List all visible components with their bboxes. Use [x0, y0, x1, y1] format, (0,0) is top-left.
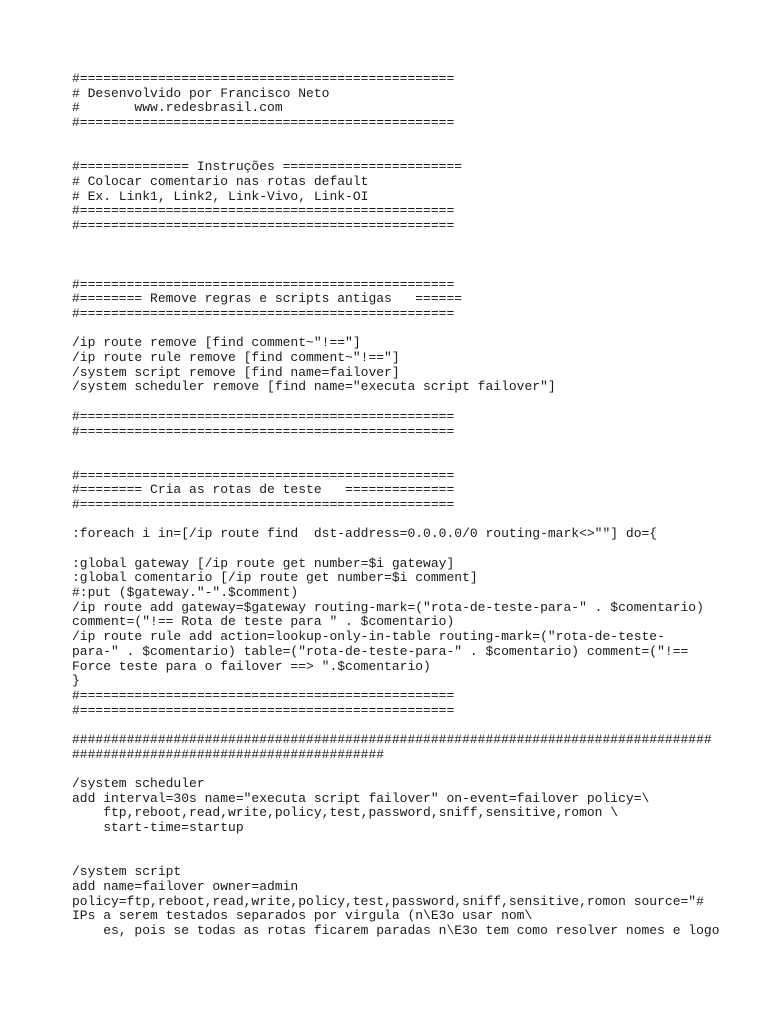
code-line: add name=failover owner=admin [72, 878, 299, 894]
code-line: /ip route remove [find comment~"!=="] [72, 335, 361, 351]
code-line: # www.redesbrasil.com [72, 100, 283, 116]
code-line: #================================================ [72, 423, 455, 439]
code-line [72, 718, 712, 733]
code-line: ######################################## [72, 746, 385, 762]
code-line: start-time=startup [72, 820, 244, 836]
code-line: #================================================ [72, 306, 455, 321]
document-body [72, 71, 720, 939]
code-line: /system scheduler remove [find name="executa script failover"] [72, 379, 556, 395]
code-line [72, 454, 712, 469]
code-line [72, 850, 712, 865]
code-line: /system script remove [find name=failover] [72, 364, 400, 380]
code-line: #================================================ [72, 276, 455, 292]
code-line [72, 322, 712, 337]
code-line: #================================================ [72, 687, 455, 703]
code-line: # Ex. Link1, Link2, Link-Vivo, Link-OI [72, 188, 369, 204]
code-line: /system scheduler [72, 776, 205, 791]
code-line: /system script [72, 864, 182, 880]
code-line: #======== Remove regras e scripts antigas ====== [72, 291, 463, 307]
code-line: #================================================ [72, 217, 455, 233]
code-line: ################################################################################## [72, 731, 712, 747]
code-line: comment=("!== Rota de teste para " . $comentario) [72, 614, 455, 630]
code-line: policy=ftp,reboot,read,write,policy,test,password,sniff,sensitive,romon source="# [72, 893, 704, 909]
code-line [72, 513, 712, 528]
code-line [72, 439, 712, 454]
code-line: es, pois se todas as rotas ficarem paradas n\E3o tem como resolver nomes e logo [72, 922, 720, 938]
code-line [72, 263, 712, 278]
code-line [72, 762, 712, 777]
code-line [72, 395, 712, 410]
code-line: # Desenvolvido por Francisco Neto [72, 85, 330, 101]
code-line: } [72, 673, 80, 689]
code-line: IPs a serem testados separados por virgula (n\E3o usar nom\ [72, 908, 533, 924]
code-line: :global gateway [/ip route get number=$i gateway] [72, 555, 455, 571]
code-line [72, 145, 712, 160]
code-line [72, 836, 712, 851]
code-line: #============== Instruções ======================= [72, 159, 463, 175]
code-line: Force teste para o failover ==> ".$comentario) [72, 658, 431, 674]
code-line: :foreach i in=[/ip route find dst-address=0.0.0.0/0 routing-mark<>""] do={ [72, 526, 658, 542]
code-line: #======== Cria as rotas de teste ============== [72, 482, 455, 498]
code-line: #================================================ [72, 203, 455, 219]
code-line [72, 248, 712, 263]
code-line: para-" . $comentario) table=("rota-de-teste-para-" . $comentario) comment=("!== [72, 643, 689, 659]
code-line: # Colocar comentario nas rotas default [72, 173, 369, 189]
code-line: #================================================ [72, 496, 455, 512]
code-line: add interval=30s name="executa script failover" on-event=failover policy=\ [72, 790, 650, 806]
code-line: /ip route rule add action=lookup-only-in-table routing-mark=("rota-de-teste- [72, 629, 665, 645]
code-line [72, 234, 712, 249]
code-line: ftp,reboot,read,write,policy,test,password,sniff,sensitive,romon \ [72, 805, 619, 821]
code-line: #================================================ [72, 71, 455, 86]
code-line [72, 542, 712, 557]
code-line: /ip route rule remove [find comment~"!=="] [72, 350, 400, 366]
code-line: #================================================ [72, 702, 455, 718]
code-line: #:put ($gateway."-".$comment) [72, 585, 299, 601]
code-line [72, 131, 712, 146]
code-line: /ip route add gateway=$gateway routing-mark=("rota-de-teste-para-" . $comentario) [72, 599, 704, 615]
code-line: #================================================ [72, 408, 455, 424]
code-line: #================================================ [72, 115, 455, 131]
code-line: :global comentario [/ip route get number=$i comment] [72, 570, 478, 586]
code-line: #================================================ [72, 467, 455, 483]
